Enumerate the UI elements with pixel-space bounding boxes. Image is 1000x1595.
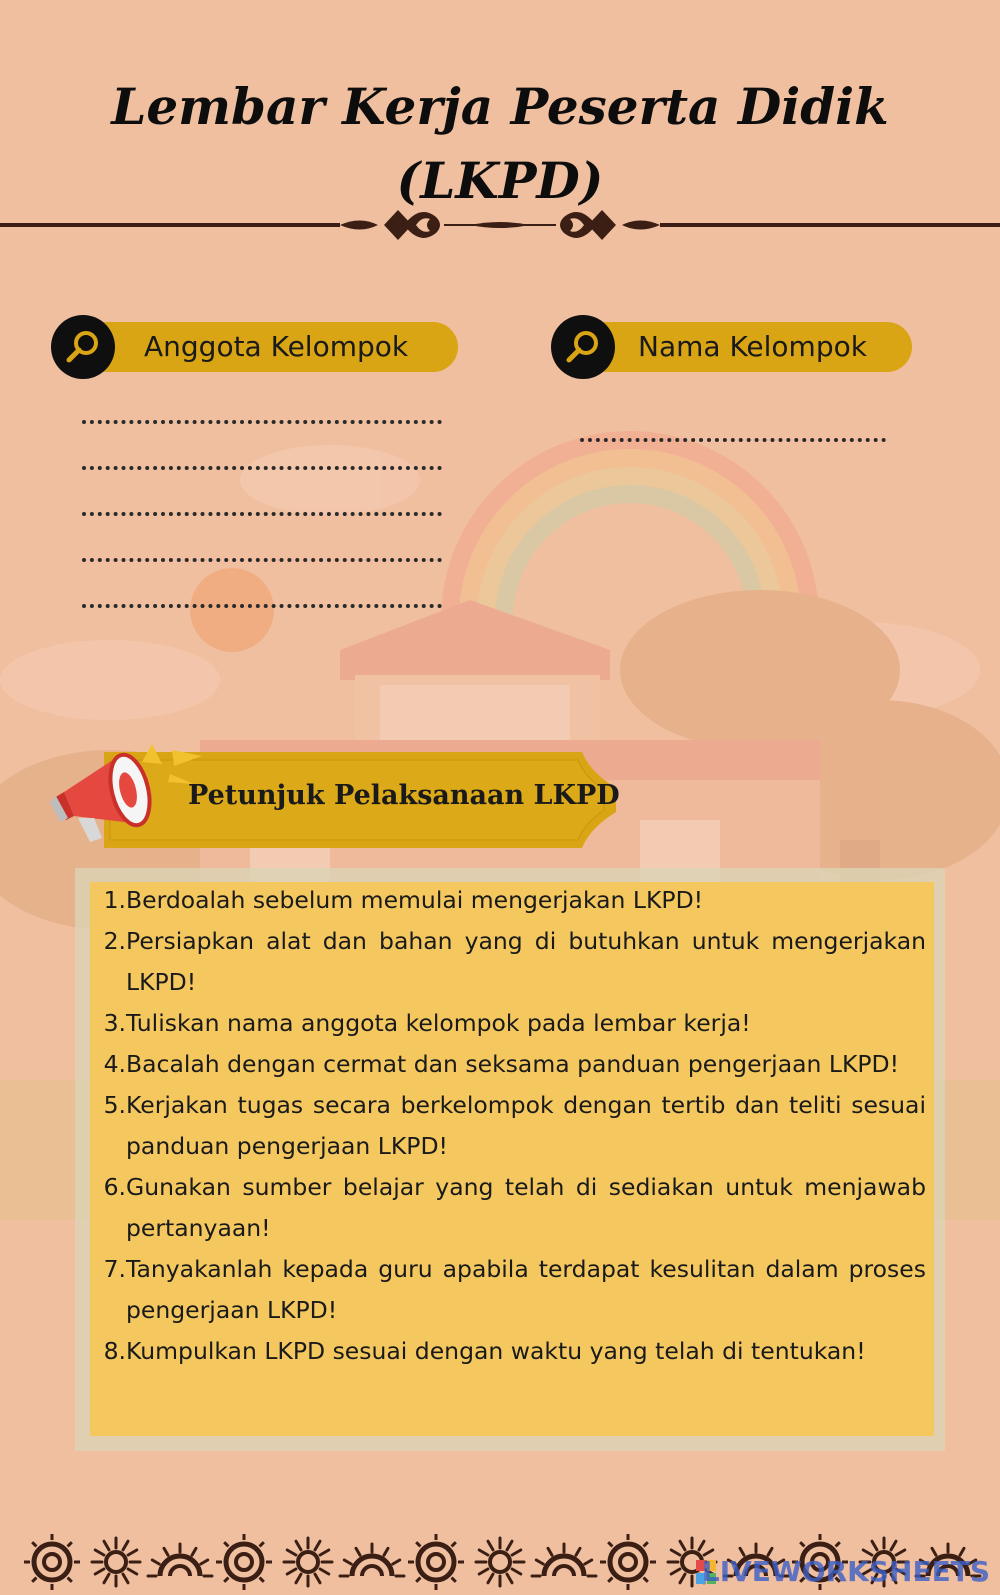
- step-number: 2.: [103, 927, 126, 955]
- list-item: [100, 1003, 926, 1044]
- list-item: [100, 1167, 926, 1249]
- ornament-divider: [0, 202, 1000, 248]
- group-name-line[interactable]: [580, 438, 886, 442]
- step-number: 1.: [103, 886, 126, 914]
- list-item: [100, 921, 926, 1003]
- step-number: 5.: [103, 1091, 126, 1119]
- list-item: [100, 1085, 926, 1167]
- step-number: 7.: [103, 1255, 126, 1283]
- member-name-line-2[interactable]: [82, 466, 442, 470]
- step-text: Tuliskan nama anggota kelompok pada lembar kerja!: [126, 1009, 751, 1037]
- megaphone-icon: [44, 732, 204, 852]
- step-number: 6.: [103, 1173, 126, 1201]
- step-text: Kumpulkan LKPD sesuai dengan waktu yang telah di tentukan!: [126, 1337, 866, 1365]
- step-text: Gunakan sumber belajar yang telah di sediakan untuk menjawab pertanyaan!: [126, 1173, 926, 1242]
- step-text: Bacalah dengan cermat dan seksama panduan pengerjaan LKPD!: [126, 1050, 900, 1078]
- list-item: [100, 1249, 926, 1331]
- member-name-line-1[interactable]: [82, 420, 442, 424]
- group-search-badge: [551, 315, 615, 379]
- step-text: Kerjakan tugas secara berkelompok dengan tertib dan teliti sesuai panduan pengerjaan LKPD!: [126, 1091, 926, 1160]
- title-line-1: Lembar Kerja Peserta Didik: [111, 77, 889, 136]
- step-text: Tanyakanlah kepada guru apabila terdapat kesulitan dalam proses pengerjaan LKPD!: [126, 1255, 926, 1324]
- instructions-list: [100, 880, 926, 1372]
- list-item: [100, 1044, 926, 1085]
- search-icon: [63, 327, 103, 367]
- step-text: Berdoalah sebelum memulai mengerjakan LKPD!: [126, 886, 704, 914]
- step-number: 8.: [103, 1337, 126, 1365]
- search-icon: [563, 327, 603, 367]
- step-number: 3.: [103, 1009, 126, 1037]
- members-search-badge: [51, 315, 115, 379]
- worksheet-title: [0, 70, 1000, 218]
- list-item: [100, 880, 926, 921]
- group-label: Nama Kelompok: [638, 330, 867, 363]
- title-line-2: (LKPD): [396, 151, 604, 210]
- step-number: 4.: [103, 1050, 126, 1078]
- instructions-heading: Petunjuk Pelaksanaan LKPD: [188, 780, 620, 811]
- members-label: Anggota Kelompok: [144, 330, 409, 363]
- list-item: [100, 1331, 926, 1372]
- member-name-line-4[interactable]: [82, 558, 442, 562]
- step-text: Persiapkan alat dan bahan yang di butuhkan untuk mengerjakan LKPD!: [126, 927, 926, 996]
- member-name-line-3[interactable]: [82, 512, 442, 516]
- watermark-text: LIVEWORKSHEETS: [701, 1555, 990, 1588]
- member-name-line-5[interactable]: [82, 604, 442, 608]
